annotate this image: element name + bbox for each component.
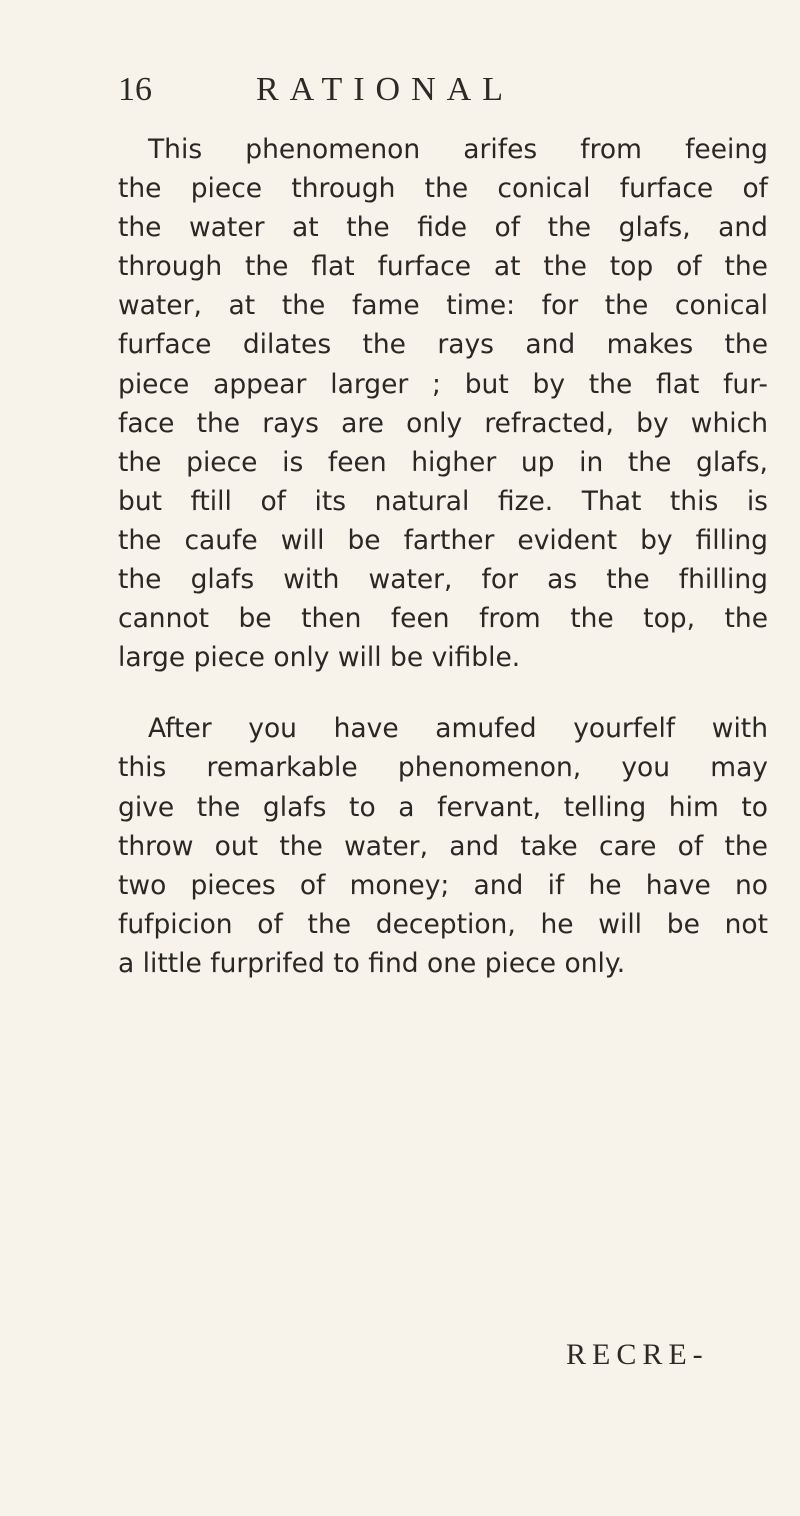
running-title: RATIONAL [256, 71, 514, 108]
text-line: water, at the fame time: for the conical [118, 290, 768, 322]
page-header [118, 70, 638, 120]
text-line: This phenomenon arifes from feeing [148, 134, 768, 165]
text-line: the glafs with water, for as the fhilling [118, 564, 768, 596]
body-text [118, 130, 768, 983]
paragraph [118, 709, 768, 983]
text-line: through the flat furface at the top of the [118, 251, 768, 283]
text-line: cannot be then feen from the top, the [118, 603, 768, 635]
text-line: large piece only will be vifible. [118, 642, 521, 674]
text-line: throw out the water, and take care of the [118, 830, 768, 862]
text-line: this remarkable phenomenon, you may [118, 752, 768, 784]
text-line: the piece is feen higher up in the glafs, [118, 446, 768, 478]
text-line: face the rays are only refracted, by which [118, 407, 768, 439]
text-line: After you have amufed yourfelf with [148, 713, 768, 745]
text-line: a little furprifed to find one piece only. [118, 947, 626, 979]
page-number: 16 [118, 71, 152, 108]
text-line: give the glafs to a fervant, telling him to [118, 791, 768, 823]
text-line: but ftill of its natural fize. That this is [118, 485, 768, 517]
catchword: RECRE- [566, 1338, 709, 1371]
text-line: the piece through the conical furface of [118, 173, 768, 205]
text-line: the caufe will be farther evident by filling [118, 524, 768, 556]
text-line: fufpicion of the deception, he will be not [118, 908, 768, 940]
text-line: piece appear larger ; but by the flat fur- [118, 368, 768, 400]
text-line: two pieces of money; and if he have no [118, 869, 768, 901]
text-line: furface dilates the rays and makes the [118, 329, 768, 361]
text-line: the water at the fide of the glafs, and [118, 212, 768, 244]
paragraph [118, 130, 768, 677]
